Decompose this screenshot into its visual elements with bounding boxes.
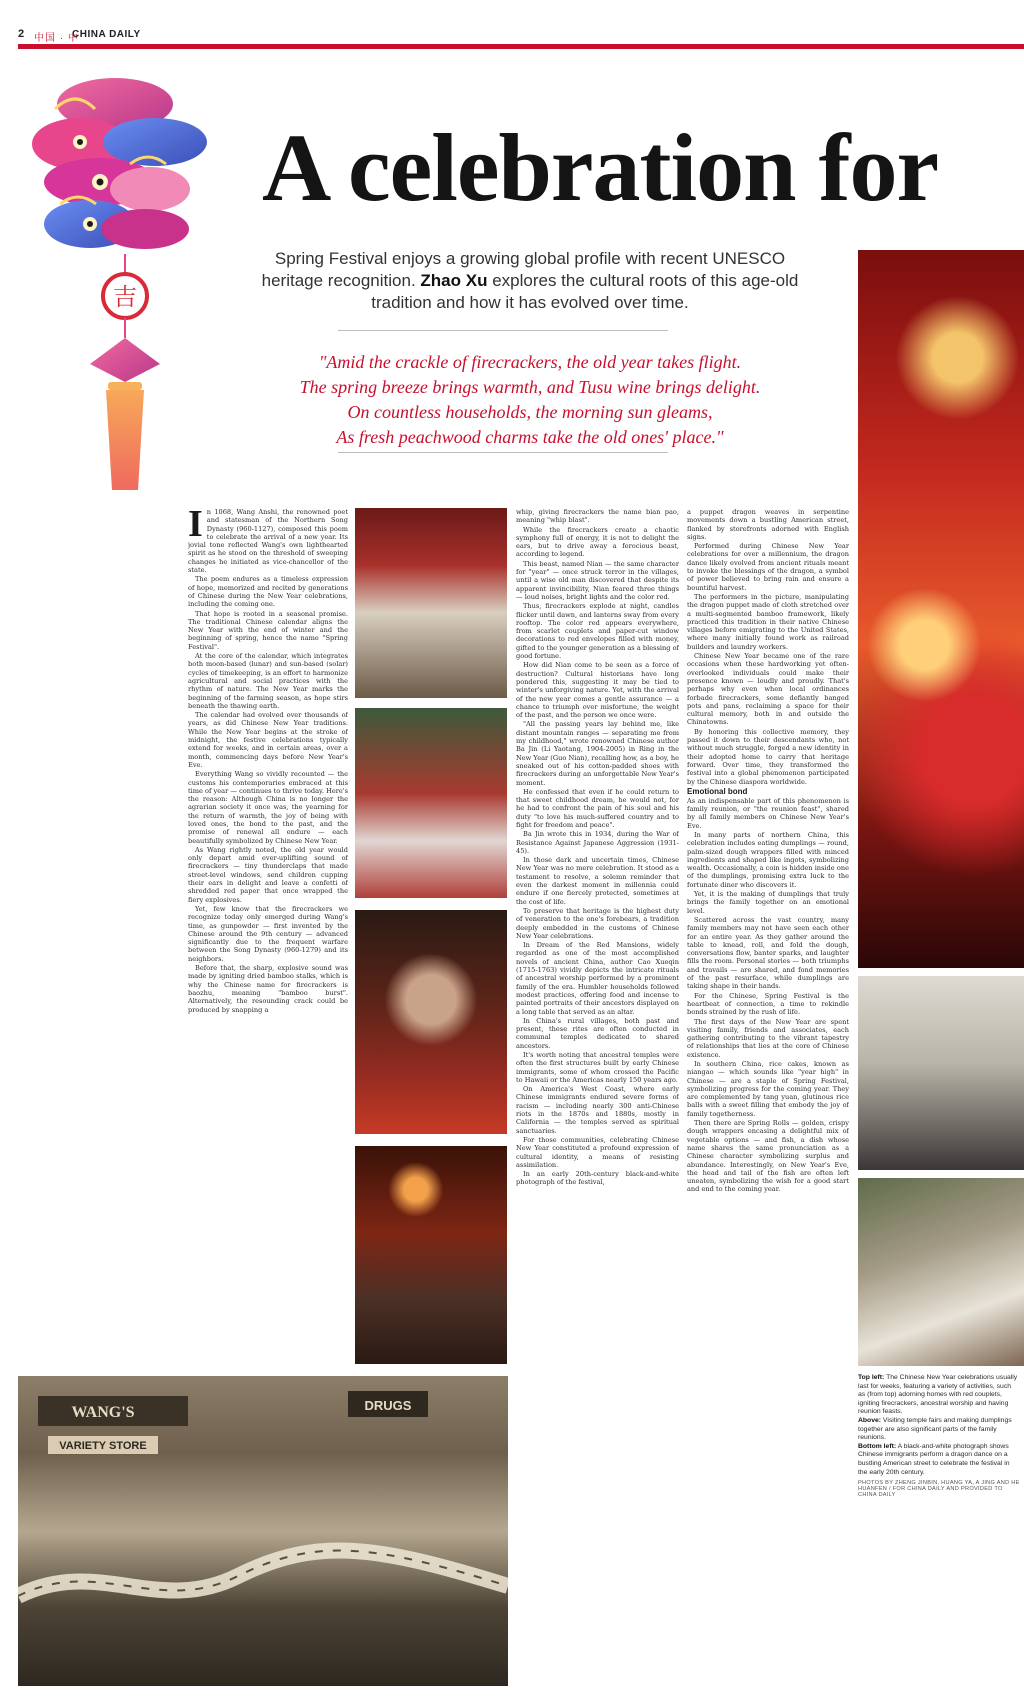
folio: 中国 · 中 xyxy=(34,33,79,44)
fish-lantern-illustration xyxy=(20,64,230,544)
article-paragraph: Thus, firecrackers explode at night, candles flicker until dawn, and lanterns sway from every rooftop. The color red appears everywhere, from scarlet couplets and paper-cut window decorations to red envelopes filled with money, gifted to the younger generation as a blessing of good fortune. xyxy=(516,602,679,661)
page-number: 2 xyxy=(18,28,25,40)
caption-label: Top left: xyxy=(858,1374,885,1381)
article-column-3 xyxy=(687,508,849,1686)
header-rule xyxy=(18,44,1024,49)
article-paragraph: In those dark and uncertain times, Chinese New Year was no mere celebration. It stood as a testament to resolve, a solemn reminder that even the darkest moment in millennia could endure if one fiercely protected, sometimes at the cost of life. xyxy=(516,856,679,906)
photo-ancestral-worship xyxy=(355,910,507,1134)
article-paragraph: In an early 20th-century black-and-white photograph of the festival, xyxy=(516,1170,679,1187)
standfirst-text-end: explores the cultural roots of this age-old tradition and how it has evolved over time. xyxy=(371,271,799,312)
store-sign: VARIETY STORE xyxy=(59,1440,147,1452)
paper-name: CHINA DAILY xyxy=(72,29,141,40)
article-paragraph: On America's West Coast, where early Chinese immigrants endured severe forms of racism — including nearly 300 anti-Chinese riots in the 1870s and 1880s, mostly in California — the temples served as spiritual sanctuaries. xyxy=(516,1085,679,1135)
photo-red-couplets xyxy=(355,508,507,698)
fish-cluster xyxy=(32,78,207,249)
article-column-2 xyxy=(516,508,679,1686)
article-paragraph: Yet, it is the making of dumplings that truly brings the family together on an emotional level. xyxy=(687,890,849,915)
photo-making-dumplings xyxy=(858,1178,1024,1366)
article-paragraph: whip, giving firecrackers the name bian pao, meaning "whip blast". xyxy=(516,508,679,525)
photo-caption: Top left: The Chinese New Year celebrations usually last for weeks, featuring a variety of activities, such as (from top) adorning homes with red couplets, igniting firecrackers, ancestral worship and having reunion feasts. Above: Visiting temple fairs and making dumplings together are also significant parts of the family reunions. Bottom left: A black-and-white photograph shows Chinese immigrants perform a dragon dance on a bustling American street to celebrate the festival in the early 20th century. PHOTOS BY ZHENG JINBIN, HUANG YA, A JING AND HE HUANFEN / FOR CHINA DAILY AND PROVIDED TO CHINA DAILY xyxy=(858,1374,1020,1499)
divider xyxy=(338,452,668,453)
divider xyxy=(338,330,668,331)
article-paragraph: For those communities, celebrating Chinese New Year constituted a profound expression of cultural identity, a means of resisting assimilation. xyxy=(516,1135,679,1169)
article-paragraph: It's worth noting that ancestral temples were often the first structures built by early Chinese immigrants, some of whom crossed the Pacific to Hawaii or the Americas nearly 150 years ago. xyxy=(516,1051,679,1084)
poem-line: "Amid the crackle of firecrackers, the old year takes flight. xyxy=(318,352,742,372)
photo-credit: PHOTOS BY ZHENG JINBIN, HUANG YA, A JING AND HE HUANFEN / FOR CHINA DAILY AND PROVIDED TO CHINA DAILY xyxy=(858,1480,1020,1499)
article-paragraph: In 1068, Wang Anshi, the renowned poet and statesman of the Northern Song Dynasty (960-1127), composed this poem to celebrate the arrival of a new year. Its jovial tone reflected Wang's own lighthearted spirit as he stood on the threshold of sweeping changes he initiated as vice-chancellor of the state. xyxy=(188,508,348,575)
article-paragraph: In Dream of the Red Mansions, widely regarded as one of the most accomplished novels of ancient China, author Cao Xueqin (1715-1763) vividly depicts the intricate rituals of ancestral worship performed by a prominent family of the era. Humbler households followed modest practices, offering food and incense to painted portraits of their ancestors displayed on a long table that served as an altar. xyxy=(516,941,679,1016)
caption-label: Above: xyxy=(858,1416,882,1424)
article-paragraph: To preserve that heritage is the highest duty of veneration to the one's forebears, a tradition deeply embedded in the customs of Chinese New Year celebrations. xyxy=(516,906,679,940)
caption-label: Bottom left: xyxy=(858,1442,897,1450)
article-paragraph: As an indispensable part of this phenomenon is family reunion, or "the reunion feast", shared by all family members on Chinese New Year's Eve. xyxy=(687,796,849,830)
article-paragraph: In many parts of northern China, this celebration includes eating dumplings — round, palm-sized dough wrappers filled with minced ingredients and shaped like ingots, symbolizing wealth. Occasionally, a coin is hidden inside one of the dumplings, promising extra luck to the fortunate diner who discovers it. xyxy=(687,830,849,889)
photo-temple-fair xyxy=(858,976,1024,1170)
article-paragraph: How did Nian come to be seen as a force of destruction? Cultural historians have long pondered this, suggesting it may be tied to winter's unforgiving nature. Yet, with the arrival of the new year comes a gentle assurance — a chance to triumph over misfortune, the weight of the past, and the person we once were. xyxy=(516,661,679,720)
store-sign: DRUGS xyxy=(364,1398,412,1413)
photo-lanterns xyxy=(858,250,1024,968)
article-paragraph: The performers in the picture, manipulating the dragon puppet made of cloth stretched over a multi-segmented bamboo framework, likely practiced this tradition in their native Chinese villages before emigrating to the United States, where many initially found work as railroad builders and laundry workers. xyxy=(687,592,849,651)
article-paragraph: Before that, the sharp, explosive sound was made by igniting dried bamboo stalks, which is why the Chinese name for firecrackers is baozhu, meaning "bamboo burst". Alternatively, the resounding crack could be produced by snapping a xyxy=(188,964,348,1014)
article-paragraph: Chinese New Year became one of the rare occasions when these hardworking yet often-overlooked individuals could make their presence known — loudly and proudly. That's perhaps why even when local ordinances forbade firecrackers, some defiantly banged pots and pans, reclaiming a space for their cultural memory, both in and outside the Chinatowns. xyxy=(687,652,849,727)
article-column-1 xyxy=(188,508,348,1370)
article-paragraph: In southern China, rice cakes, known as niangao — which sounds like "year high" in Chinese — are a staple of Spring Festival, symbolizing progress for the coming year. They are complemented by tang yuan, glutinous rice balls with a sweet filling that embody the joy of family togetherness. xyxy=(687,1060,849,1118)
article-paragraph: This beast, named Nian — the same character for "year" — once struck terror in the villages, until a wise old man discovered that despite its apparent invincibility, Nian feared three things — loud noises, bright lights and the color red. xyxy=(516,559,679,601)
article-paragraph: "All the passing years lay behind me, like distant mountain ranges — separating me from my childhood," wrote renowned Chinese author Ba Jin (Li Yaotang, 1904-2005) in Ring in the New Year (Guo Nian), recalling how, as a boy, he sneaked out of his cotton-padded shoes with firecrackers during an unforgettable New Year's moment. xyxy=(516,720,679,787)
article-paragraph: The poem endures as a timeless expression of hope, memorized and recited by generations of Chinese during the New Year celebrations, including the coming one. xyxy=(188,575,348,609)
article-paragraph: Scattered across the vast country, many family members may not have seen each other for an entire year. As they gather around the table to knead, roll, and fold the dough, conversations flow, banter sparks, and laughter fills the room. Personal stories — both triumphs and travails — are shared, and fond memories of the past resurface, while dumplings are taking shape in their hands. xyxy=(687,915,849,991)
standfirst-text: Spring Festival enjoys a growing global profile with recent UNESCO heritage recognition. xyxy=(261,249,786,290)
drop-cap: I xyxy=(188,508,203,545)
article-paragraph: In China's rural villages, both past and present, these rites are often conducted in communal temples dedicated to shared ancestors. xyxy=(516,1016,679,1050)
standfirst xyxy=(250,248,810,314)
article-paragraph: Performed during Chinese New Year celebrations for over a millennium, the dragon dance likely evolved from ancient rituals meant to invoke the blessings of the dragon, a symbol of power believed to bring rain and ensure a bountiful harvest. xyxy=(687,542,849,592)
article-paragraph: While the firecrackers create a chaotic symphony full of energy, it is not to delight the ears, but to drive away a ferocious beast, according to legend. xyxy=(516,525,679,559)
poem-line: As fresh peachwood charms take the old ones' place." xyxy=(336,427,724,447)
lantern-fan xyxy=(90,338,160,382)
article-paragraph: Yet, few know that the firecrackers we recognize today only emerged during Wang's time, as gunpowder — first invented by the Chinese around the 9th century — advanced significantly due to the frequent warfare between the Song Dynasty (960-1279) and its neighbors. xyxy=(188,904,348,963)
article-paragraph: The first days of the New Year are spent visiting family, friends and associates, each gathering contributing to the vibrant tapestry of relationships that lies at the core of Chinese existence. xyxy=(687,1017,849,1059)
poem-line: The spring breeze brings warmth, and Tusu wine brings delight. xyxy=(299,377,761,397)
article-paragraph: a puppet dragon weaves in serpentine movements down a bustling American street, flanked by storefronts adorned with English signs. xyxy=(687,508,849,541)
auspicious-character: 吉 xyxy=(113,283,137,311)
article-paragraph: He confessed that even if he could return to that sweet childhood dream, he would not, for he had to confront the pain of his soul and his duty "to love his much-suffered country and to fight for freedom and peace". xyxy=(516,787,679,829)
photo-dragon-dance-historic xyxy=(18,1376,508,1686)
photo-firecrackers xyxy=(355,708,507,898)
author-name: Zhao Xu xyxy=(420,271,488,290)
article-paragraph: Ba Jin wrote this in 1934, during the War of Resistance Against Japanese Aggression (1931-45). xyxy=(516,830,679,855)
historic-street-scene xyxy=(18,1376,508,1686)
article-paragraph: By honoring this collective memory, they passed it down to their descendants who, not without much struggle, forged a new identity in their adopted home to carry that heritage forward. Over time, they transformed the festival into a global phenomenon participated by the Chinese diaspora worldwide. xyxy=(687,727,849,786)
photo-reunion-feast xyxy=(355,1146,507,1364)
article-paragraph: Everything Wang so vividly recounted — the customs his contemporaries embraced at this time of year — continues to thrive today. Here's the reason: Although China is no longer the agrarian society it once was, the yearning for the return of warmth, the joy of being with loved ones, the bond to the past, and the promise of renewal all endure — each beautifully symbolized by Chinese New Year. xyxy=(188,770,348,845)
store-sign: WANG'S xyxy=(71,1404,135,1421)
article-paragraph: For the Chinese, Spring Festival is the heartbeat of connection, a time to rekindle bonds strained by the rush of life. xyxy=(687,991,849,1017)
article-paragraph: As Wang rightly noted, the old year would only depart amid ever-uplifting sound of firecrackers — tiny thunderclaps that made street-level windows, send children cupping their ears in delight and leave a confetti of shredded red paper that once wrapped the fiery explosives. xyxy=(188,845,348,904)
article-paragraph: Then there are Spring Rolls — golden, crispy dough wrappers encasing a delightful mix of vegetable options — and fish, a dish whose name shares the same pronunciation as a Chinese character symbolizing surplus and abundance. Interestingly, on New Year's Eve, the head and tail of the fish are often left uneaten, symbolizing the wish for a good start and end to the coming year. xyxy=(687,1119,849,1194)
headline: A celebration for xyxy=(262,114,939,221)
section-subhead: Emotional bond xyxy=(687,786,748,796)
tassel xyxy=(106,390,144,490)
article-paragraph: The calendar had evolved over thousands of years, as did Chinese New Year traditions. While the New Year begins at the stroke of midnight, the festive celebrations typically extend for weeks, and in certain areas, over a month, commencing days before New Year's Eve. xyxy=(188,711,348,769)
article-paragraph: That hope is rooted in a seasonal promise. The traditional Chinese calendar aligns the New Year with the end of winter and the beginning of spring, hence the name "Spring Festival". xyxy=(188,609,348,651)
poem-line: On countless households, the morning sun gleams, xyxy=(347,402,713,422)
poem-quote xyxy=(250,350,810,450)
article-paragraph: At the core of the calendar, which integrates both moon-based (lunar) and sun-based (solar) cycles of timekeeping, is an effort to harmonize agricultural and social practices with the rhythm of nature. The New Year marks the beginning of the farming season, as hope stirs beneath the thawing earth. xyxy=(188,652,348,710)
